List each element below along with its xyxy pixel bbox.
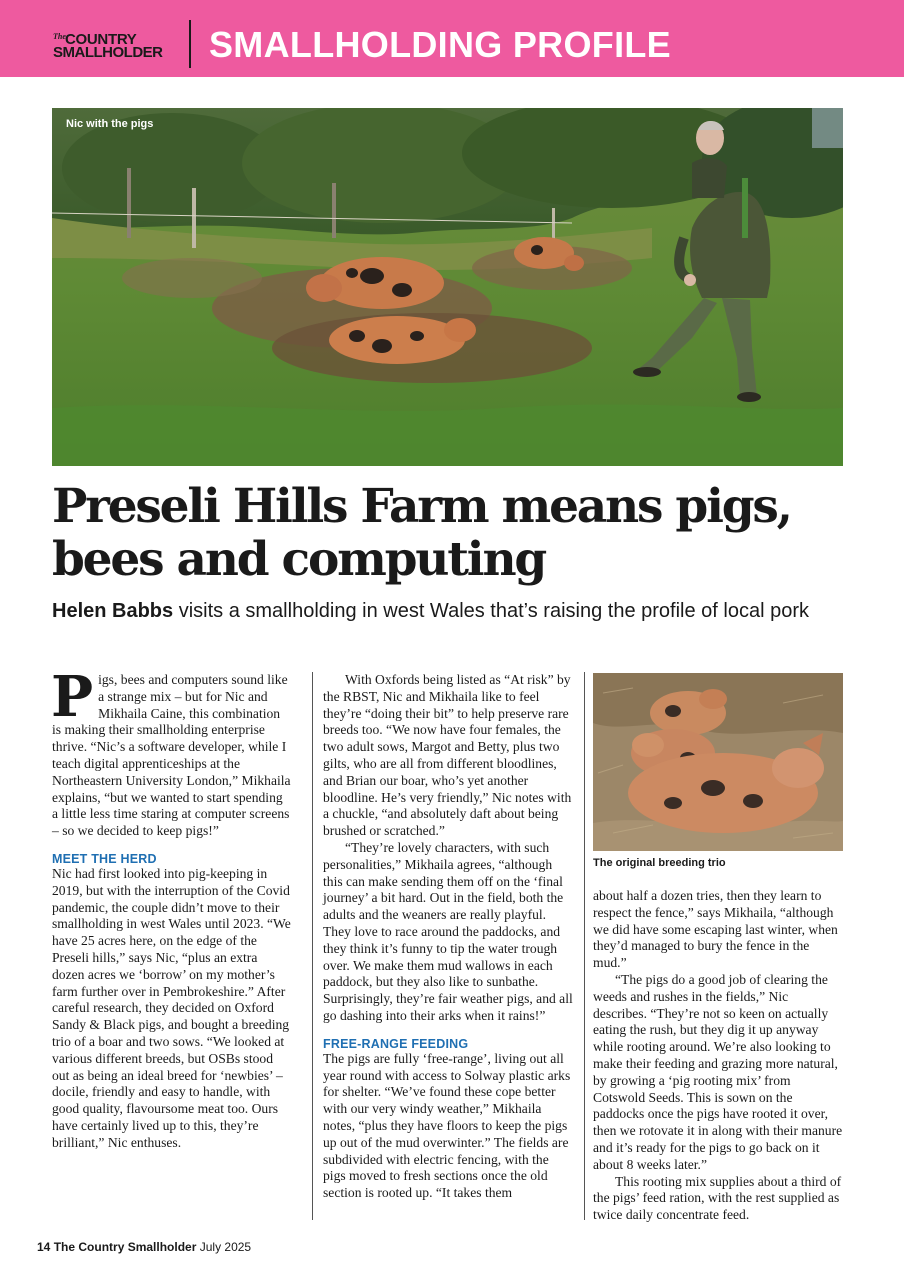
section-banner [0, 0, 904, 77]
intro-text: igs, bees and computers sound like a strange mix – but for Nic and Mikhaila Caine, this combination is making their smallholding enterprise thrive. “Nic’s a software developer, while I teach digital apprenticeships at the Northeastern University London,” Mikhaila explains, “but we wanted to start spending a little less time staring at computer screens – so we decided to keep pigs!” [52, 672, 291, 839]
breeding-trio-caption: The original breeding trio [593, 857, 726, 869]
article-column-1 [51, 664, 292, 1152]
logo-the: The [53, 32, 66, 41]
banner-divider [189, 20, 191, 68]
paragraph-intro [51, 664, 292, 840]
column-divider-1 [312, 672, 313, 1220]
logo-word-country: COUNTRY [65, 31, 137, 48]
article-column-2 [323, 672, 573, 1202]
column-divider-2 [584, 672, 585, 1220]
breeding-trio-photo [593, 673, 843, 851]
paragraph-free-range-continued: about half a dozen tries, then they learn to respect the fence,” says Mikhaila, “although we did have some escaping last winter, when they’d managed to bury the fence in the mud.” [593, 888, 838, 971]
subhead-meet-the-herd: MEET THE HERD [52, 851, 157, 866]
paragraph-clearing-weeds: “The pigs do a good job of clearing the weeds and rushes in the fields,” Nic describes. “They’re not so keen on actually eating the rush, but they dig it up anyway while rooting around. We’re also looking to make their feeding and grazing more natural, by growing a ‘pig rooting mix’ from Cotswold Seeds. This is sown on the paddocks once the pigs have rooted it over, then we rotovate it in along with their manure and it’s ready for the pigs to go back on it about 8 weeks later.” [593, 971, 843, 1172]
drop-cap: P [51, 664, 94, 730]
logo-word-smallholder: SMALLHOLDER [53, 44, 163, 61]
standfirst-text: visits a smallholding in west Wales that’s raising the profile of local pork [178, 600, 810, 622]
hero-photo-illustration [52, 108, 843, 466]
paragraph-rare-breeds: With Oxfords being listed as “At risk” by the RBST, Nic and Mikhaila like to feel they’re “doing their bit” to help preserve rare breeds too. “We now have four females, the two adult sows, Margot and Betty, plus two gilts, who are all from different bloodlines, and Brian our boar, who’s yet another bloodline. He’s very friendly,” Nic notes with a chuckle, “and absolutely daft about being brushed or scratched.” [323, 672, 572, 839]
section-title: SMALLHOLDING PROFILE [209, 24, 671, 65]
article-column-3 [593, 888, 845, 1224]
hero-photo [52, 108, 843, 466]
subhead-free-range-feeding: FREE-RANGE FEEDING [323, 1036, 469, 1051]
article-headline: Preseli Hills Farm means pigs, bees and computing [52, 479, 791, 587]
article-standfirst [52, 598, 842, 625]
author-name: Helen Babbs [52, 600, 174, 622]
paragraph-free-range: The pigs are fully ‘free-range’, living out all year round with access to Solway plastic arks for shelter. “We’ve found these cope better with our very windy weather,” Mikhaila notes, “plus they have floors to keep the pigs up out of the mud overwinter.” The fields are subdivided with electric fencing, with the pigs moved to fresh sections once the old section is rooted up. “It takes them [323, 1050, 571, 1201]
paragraph-rooting-mix: This rooting mix supplies about a third of the pigs’ feed ration, with the rest supplied as twice daily concentrate feed. [593, 1173, 842, 1223]
page-footer [37, 1240, 251, 1254]
footer-magazine-name: The Country Smallholder [53, 1240, 197, 1254]
footer-issue-date: July 2025 [199, 1240, 252, 1254]
paragraph-characters: “They’re lovely characters, with such personalities,” Mikhaila agrees, “although this can make sending them off on the ‘final journey’ a bit hard. Out in the field, both the adults and the weaners are really playful. They love to race around the paddocks, and they think it’s funny to tip the water trough over. We make them mud wallows in each paddock, but they also like to sunbathe. Surprisingly, they’re fair weather pigs, and all go dashing into their arks when it rains!” [323, 839, 573, 1023]
hero-caption: Nic with the pigs [66, 118, 154, 130]
breeding-trio-illustration [593, 673, 843, 851]
page-number: 14 [37, 1240, 51, 1254]
paragraph-herd: Nic had first looked into pig-keeping in 2019, but with the interruption of the Covid pandemic, the couple didn’t move to their smallholding in west Wales until 2023. “We have 25 acres here, on the edge of the Preseli hills,” says Nic, “plus an extra dozen acres we ‘borrow’ on my mother’s farm further over in Pembrokeshire.” After careful research, they decided on Oxford Sandy & Black pigs, and bought a breeding trio of a boar and two sows. “We looked at various different breeds, but OSBs stood out as being an ideal breed for ‘newbies’ – docile, friendly and easy to handle, with good quality, flavoursome meat too. Ours have certainly lived up to this, they’re brilliant,” Nic enthuses. [52, 865, 291, 1150]
